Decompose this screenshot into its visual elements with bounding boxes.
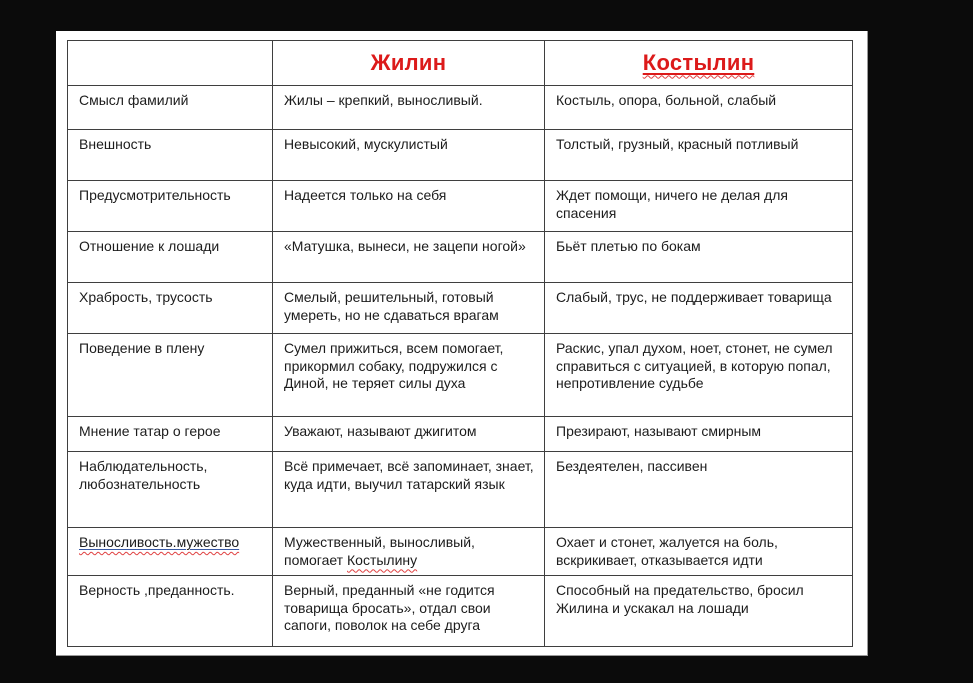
zhilin-cell: «Матушка, вынеси, не зацепи ногой» — [273, 232, 545, 283]
kostylin-cell: Ждет помощи, ничего не делая для спасения — [545, 181, 853, 232]
header-zhilin-label: Жилин — [370, 50, 447, 76]
kostylin-cell: Раскис, упал духом, ноет, стонет, не сумел справиться с ситуацией, в которую попал, непротивление судьбе — [545, 334, 853, 417]
table-row — [68, 86, 853, 130]
criterion-cell: Поведение в плену — [68, 334, 273, 417]
criterion-cell: Верность ,преданность. — [68, 576, 273, 647]
kostylin-cell: Презирают, называют смирным — [545, 417, 853, 452]
header-row — [68, 41, 853, 86]
kostylin-cell: Бьёт плетью по бокам — [545, 232, 853, 283]
table-row — [68, 130, 853, 181]
slide-card — [56, 31, 868, 656]
table-row — [68, 452, 853, 528]
zhilin-cell-text: Мужественный, выносливый, помогает — [284, 534, 475, 568]
header-kostylin-label: Костылин — [642, 50, 755, 76]
zhilin-cell: Невысокий, мускулистый — [273, 130, 545, 181]
table-row — [68, 232, 853, 283]
zhilin-cell-misspelled-word: Костылину — [347, 551, 418, 568]
criterion-cell: Смысл фамилий — [68, 86, 273, 130]
criterion-cell: Предусмотрительность — [68, 181, 273, 232]
zhilin-cell: Всё примечает, всё запоминает, знает, куда идти, выучил татарский язык — [273, 452, 545, 528]
kostylin-cell: Слабый, трус, не поддерживает товарища — [545, 283, 853, 334]
zhilin-cell: Надеется только на себя — [273, 181, 545, 232]
table-row — [68, 181, 853, 232]
zhilin-cell — [273, 528, 545, 576]
criterion-cell — [68, 528, 273, 576]
table-row — [68, 283, 853, 334]
kostylin-cell: Способный на предательство, бросил Жилина и ускакал на лошади — [545, 576, 853, 647]
table-row — [68, 334, 853, 417]
criterion-cell: Наблюдательность, любознательность — [68, 452, 273, 528]
zhilin-cell: Жилы – крепкий, выносливый. — [273, 86, 545, 130]
table-row — [68, 417, 853, 452]
table-row — [68, 528, 853, 576]
zhilin-cell: Уважают, называют джигитом — [273, 417, 545, 452]
zhilin-cell: Смелый, решительный, готовый умереть, но не сдаваться врагам — [273, 283, 545, 334]
criterion-misspelled-label: Выносливость.мужество — [79, 534, 240, 550]
criterion-cell: Храбрость, трусость — [68, 283, 273, 334]
character-comparison-table — [67, 40, 853, 647]
kostylin-cell: Охает и стонет, жалуется на боль, вскрикивает, отказывается идти — [545, 528, 853, 576]
header-criterion-empty — [68, 41, 273, 86]
table-row — [68, 576, 853, 647]
criterion-cell: Внешность — [68, 130, 273, 181]
kostylin-cell: Толстый, грузный, красный потливый — [545, 130, 853, 181]
zhilin-cell: Верный, преданный «не годится товарища бросать», отдал свои сапоги, поволок на себе друга — [273, 576, 545, 647]
header-kostylin — [545, 41, 853, 86]
kostylin-cell: Бездеятелен, пассивен — [545, 452, 853, 528]
kostylin-cell: Костыль, опора, больной, слабый — [545, 86, 853, 130]
header-zhilin — [273, 41, 545, 86]
criterion-cell: Мнение татар о герое — [68, 417, 273, 452]
zhilin-cell: Сумел прижиться, всем помогает, прикормил собаку, подружился с Диной, не теряет силы духа — [273, 334, 545, 417]
criterion-cell: Отношение к лошади — [68, 232, 273, 283]
